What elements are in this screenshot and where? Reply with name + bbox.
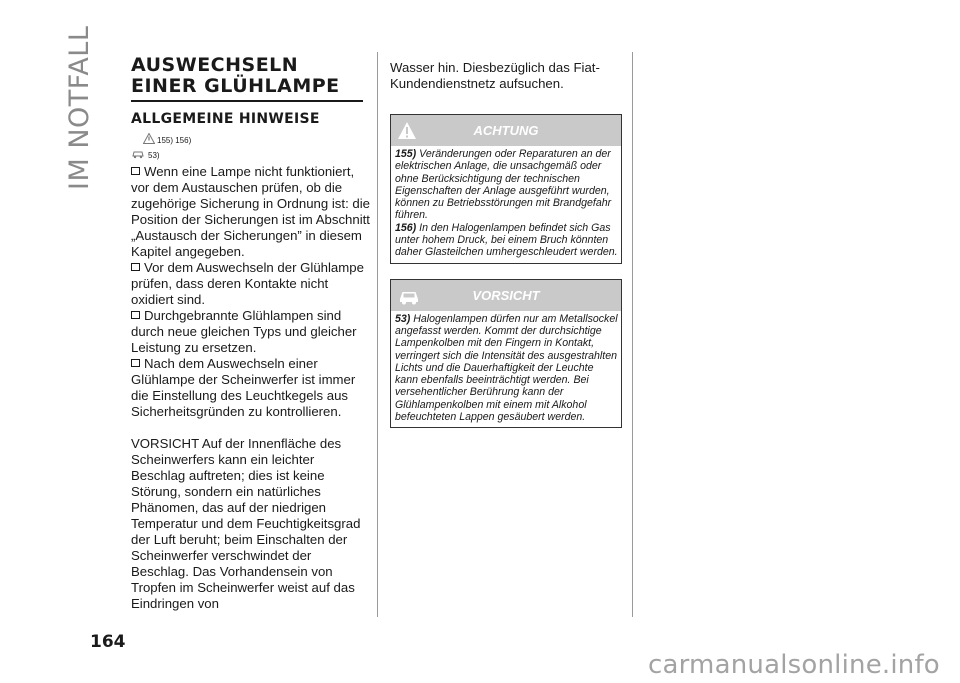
achtung-item: 155) Veränderungen oder Reparaturen an der elektrischen Anlage, die unsachgemäß oder ohne Berücksichtigung der technischen Eigenschaften der Anlage ausgeführt wurden, können zu Betriebsstörungen mit Brandgefahr führen. <box>395 148 612 222</box>
square-bullet-icon <box>131 359 140 367</box>
vorsicht-item: 53) Halogenlampen dürfen nur am Metallsockel angefasst werden. Kommt der durchsichtige Lampenkolben mit den Fingern in Kontakt, verringert sich die Intensität des ausgestrahlten Lichts und die Dauerhaftigkeit der Leuchte kann ebenfalls beeinträchtigt werden. Bei versehentlicher Berührung kann der Glühlampenkolben mit einem mit Alkohol befeuchteten Lappen gesäubert werden. <box>395 312 618 424</box>
ref-row-warnings <box>131 133 371 147</box>
ref-numbers-warnings: 155) 156) <box>157 136 192 145</box>
achtung-item: 156) In den Halogenlampen befindet sich Gas unter hohem Druck, bei einem Bruch könnten daher Glasteilchen umhergeschleudert werden. <box>395 221 618 259</box>
vorsicht-title: VORSICHT <box>472 287 540 303</box>
subheading: ALLGEMEINE HINWEISE <box>131 111 320 127</box>
bullet-item: Nach dem Auswechseln einer Glühlampe der Scheinwerfer ist immer die Einstellung des Leuchtkegels aus Sicherheitsgründen zu kontrollieren. <box>131 356 356 419</box>
achtung-title: ACHTUNG <box>473 123 539 138</box>
vorsicht-banner <box>391 280 621 311</box>
achtung-banner <box>391 115 621 146</box>
main-heading-line2: EINER GLÜHLAMPE <box>131 75 340 97</box>
bullet-item: Wenn eine Lampe nicht funktioniert, vor dem Austauschen prüfen, ob die zugehörige Sicherung in Ordnung ist: die Position der Sicherungen ist im Abschnitt „Austausch der Sicherungen” in diesem Kapitel angegeben. <box>131 164 370 259</box>
car-caution-icon <box>131 148 145 159</box>
ref-row-caution <box>131 148 371 162</box>
column-divider-right <box>632 52 633 617</box>
column-divider-left <box>377 52 378 617</box>
note-paragraph: VORSICHT Auf der Innenfläche des Scheinwerfers kann ein leichter Beschlag auftreten; dies ist keine Störung, sondern ein natürliches Phänomen, das auf der niedrigen Temperatur und dem Feuchtigkeitsgrad der Luft beruht; beim Einschalten der Scheinwerfer verschwindet der Beschlag. Das Vorhandensein von Tropfen im Scheinwerfer weist auf das Eindringen von <box>131 436 361 611</box>
heading-rule <box>131 100 363 102</box>
page-number: 164 <box>90 632 126 652</box>
watermark: carmanualsonline.info <box>648 650 940 680</box>
right-column <box>390 60 622 428</box>
left-column <box>131 55 371 612</box>
section-side-title: IM NOTFALL <box>64 25 95 190</box>
achtung-body <box>391 146 621 263</box>
vorsicht-body <box>391 311 621 428</box>
car-caution-icon <box>397 286 421 306</box>
main-heading <box>131 55 371 97</box>
main-heading-line1: AUSWECHSELN <box>131 54 299 76</box>
square-bullet-icon <box>131 263 140 271</box>
vorsicht-box <box>390 279 622 429</box>
square-bullet-icon <box>131 167 140 175</box>
bullet-item: Durchgebrannte Glühlampen sind durch neue gleichen Typs und gleicher Leistung zu ersetzen. <box>131 308 357 355</box>
bullet-list <box>131 164 371 612</box>
warning-triangle-icon <box>143 133 155 144</box>
continued-paragraph: Wasser hin. Diesbezüglich das Fiat-Kundendienstnetz aufsuchen. <box>390 60 600 91</box>
ref-numbers-caution: 53) <box>148 151 160 160</box>
square-bullet-icon <box>131 311 140 319</box>
achtung-box <box>390 114 622 264</box>
bullet-item: Vor dem Auswechseln der Glühlampe prüfen, dass deren Kontakte nicht oxidiert sind. <box>131 260 364 307</box>
warning-triangle-icon <box>397 121 417 140</box>
